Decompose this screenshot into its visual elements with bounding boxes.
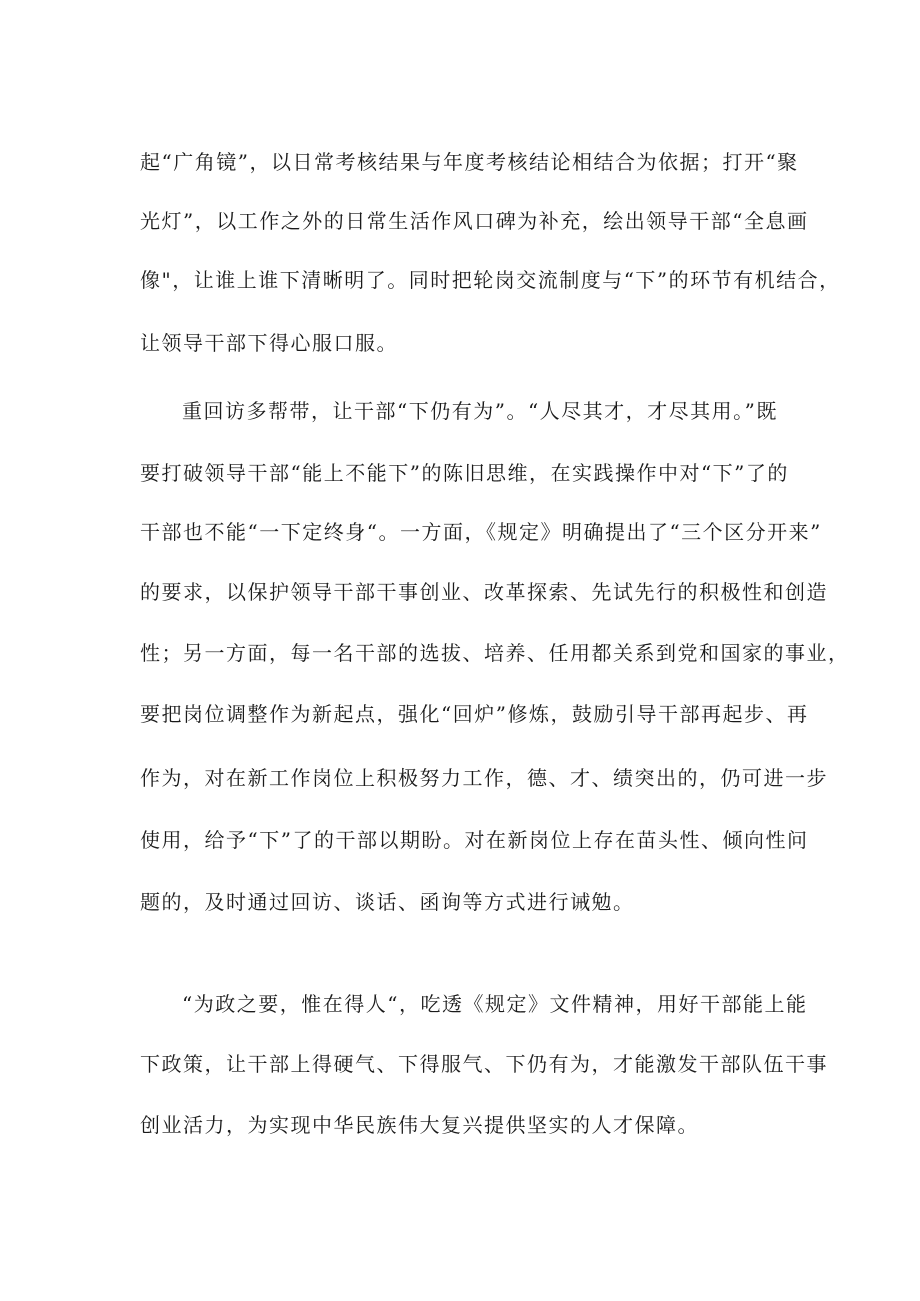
text-line: 让领导干部下得心服口服。 — [140, 331, 398, 355]
text-line: 要把岗位调整作为新起点，强化“回炉”修炼，鼓励引导干部再起步、再 — [140, 702, 809, 726]
text-line: 要打破领导干部“能上不能下”的陈旧思维，在实践操作中对“下”了的 — [140, 461, 789, 485]
text-line: 干部也不能“一下定终身“。一方面，《规定》明确提出了“三个区分开来” — [140, 520, 822, 544]
text-line: 下政策，让干部上得硬气、下得服气、下仍有为，才能激发干部队伍干事 — [140, 1052, 828, 1076]
text-line: 的要求，以保护领导干部干事创业、改革探索、先试先行的积极性和创造 — [140, 580, 828, 604]
text-line: 像"，让谁上谁下清晰明了。同时把轮岗交流制度与“下”的环节有机结合， — [140, 268, 841, 292]
text-line: 使用，给予“下”了的干部以期盼。对在新岗位上存在苗头性、倾向性问 — [140, 828, 809, 852]
text-line: 题的，及时通过回访、谈话、函询等方式进行诫勉。 — [140, 890, 635, 914]
text-line: 创业活力，为实现中华民族伟大复兴提供坚实的人才保障。 — [140, 1113, 699, 1137]
text-line: 性；另一方面，每一名干部的选拔、培养、任用都关系到党和国家的事业， — [140, 641, 850, 665]
text-line: 作为，对在新工作岗位上积极努力工作，德、才、绩突出的，仍可进一步 — [140, 766, 828, 790]
text-line: 重回访多帮带，让干部“下仍有为”。“人尽其才，才尽其用。”既 — [182, 399, 778, 423]
text-line: 起“广角镜”，以日常考核结果与年度考核结论相结合为依据；打开“聚 — [140, 150, 799, 174]
text-line: “为政之要，惟在得人“，吃透《规定》文件精神，用好干部能上能 — [182, 992, 808, 1016]
text-line: 光灯”，以工作之外的日常生活作风口碑为补充，绘出领导干部“全息画 — [140, 209, 809, 233]
